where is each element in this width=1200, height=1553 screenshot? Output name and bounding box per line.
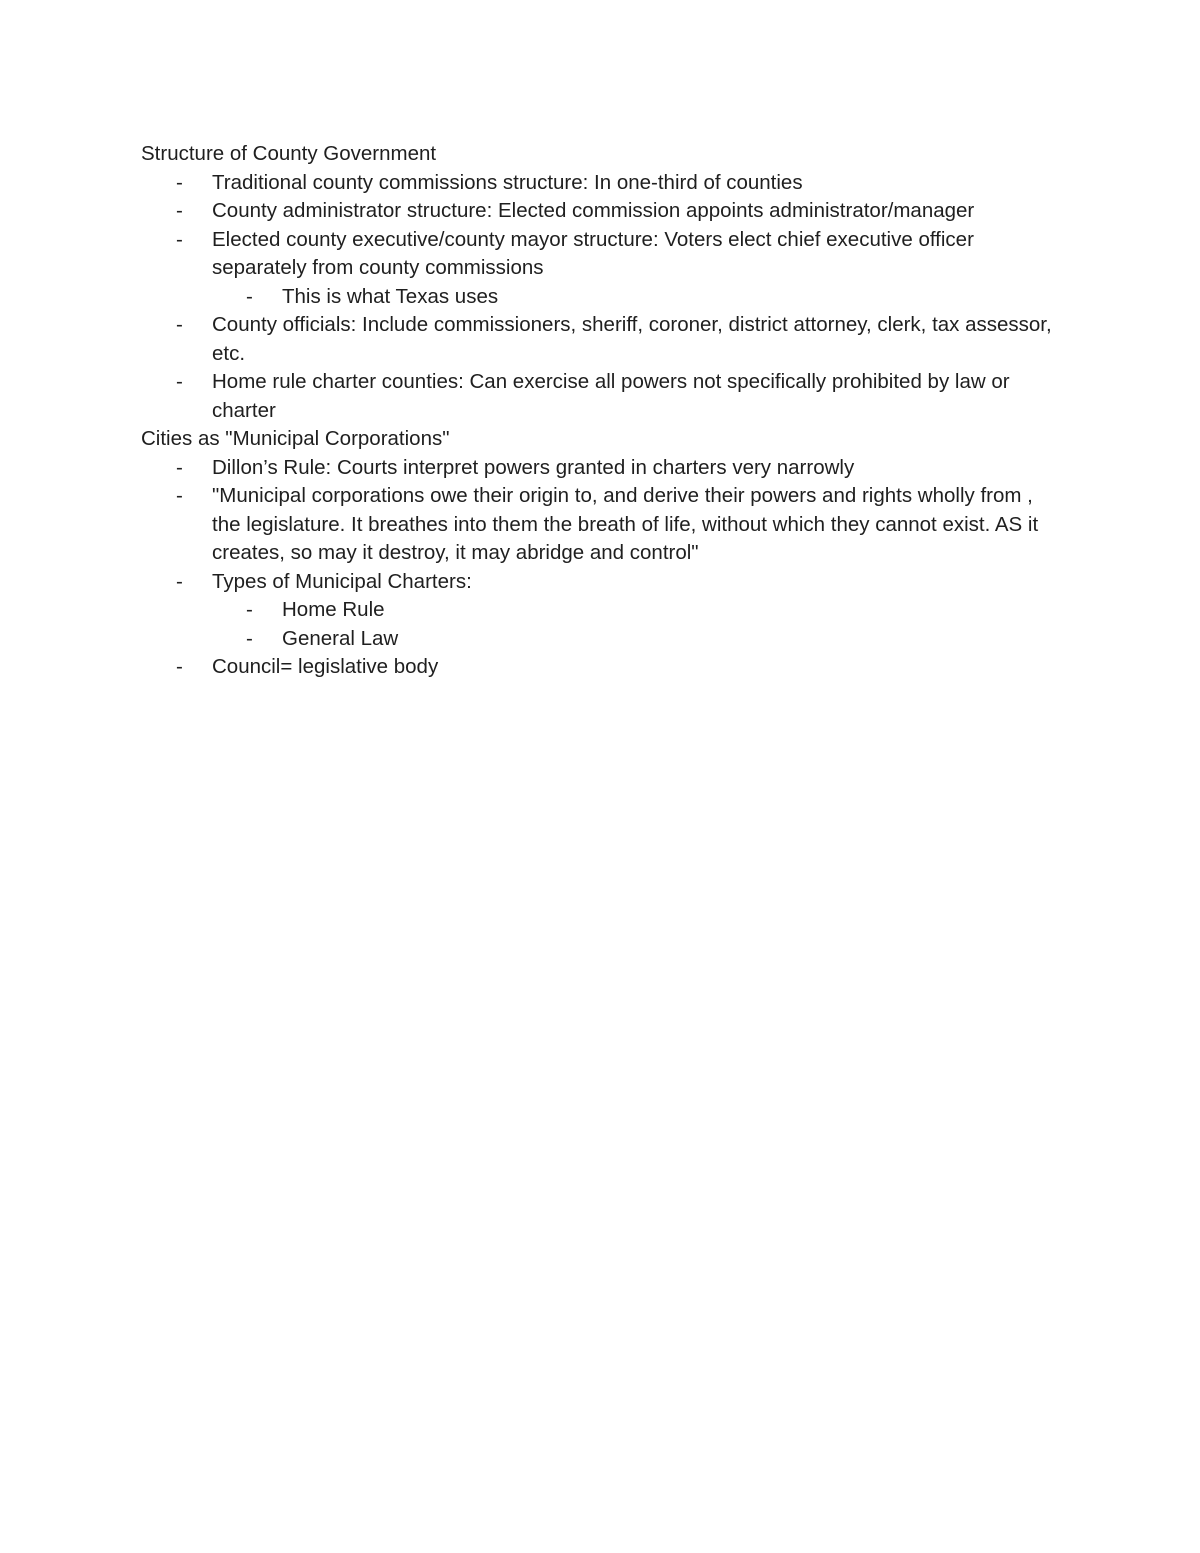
list-item-text: General Law — [282, 626, 399, 650]
list-item-text: Traditional county commissions structure: In one-third of counties — [212, 170, 803, 194]
bullet-dash: - — [176, 455, 183, 479]
list-item-text: County officials: Include commissioners, sheriff, coroner, district attorney, clerk, tax assessor, etc. — [212, 313, 1052, 365]
bullet-dash: - — [176, 199, 183, 222]
bullet-dash: - — [246, 284, 253, 308]
list-item — [141, 197, 1061, 226]
bullet-dash: - — [176, 569, 183, 593]
nested-list-item — [141, 596, 1061, 625]
section-municipal-corporations — [141, 425, 1061, 682]
section-heading: Cities as "Municipal Corporations" — [141, 427, 450, 450]
nested-list-item — [141, 283, 1061, 312]
list-item-text: "Municipal corporations owe their origin to, and derive their powers and rights wholly from , the legislature. It breathes into them the breath of life, without which they cannot exist. AS it creates, so may it destroy, it may abridge and control" — [212, 484, 1039, 564]
list-item-text: Dillon’s Rule: Courts interpret powers granted in charters very narrowly — [212, 455, 855, 479]
bullet-dash: - — [246, 626, 253, 650]
bullet-dash: - — [176, 227, 183, 251]
list-item — [141, 226, 1061, 283]
nested-bullet-list — [141, 596, 1061, 653]
bullet-dash: - — [176, 484, 183, 507]
list-item — [141, 482, 1061, 568]
list-item — [141, 568, 1061, 597]
list-item — [141, 454, 1061, 483]
list-item — [141, 368, 1061, 425]
list-item-text: Types of Municipal Charters: — [212, 569, 472, 593]
bullet-dash: - — [176, 313, 183, 336]
list-item — [141, 311, 1061, 368]
bullet-dash: - — [246, 598, 253, 621]
bullet-dash: - — [176, 655, 183, 678]
section-county-government — [141, 140, 1061, 425]
list-item — [141, 653, 1061, 682]
list-item-text: Council= legislative body — [212, 655, 439, 678]
list-item-text: Elected county executive/county mayor structure: Voters elect chief executive officer separately from county commissions — [212, 227, 974, 279]
bullet-dash: - — [176, 370, 183, 393]
nested-list-item — [141, 625, 1061, 654]
section-heading: Structure of County Government — [141, 142, 437, 165]
nested-bullet-list — [141, 283, 1061, 312]
bullet-list — [141, 454, 1061, 597]
list-item — [141, 169, 1061, 198]
list-item-text: Home Rule — [282, 598, 385, 621]
list-item-text: This is what Texas uses — [282, 284, 499, 308]
list-item-text: County administrator structure: Elected commission appoints administrator/manager — [212, 199, 975, 222]
bullet-dash: - — [176, 170, 183, 194]
list-item-text: Home rule charter counties: Can exercise all powers not specifically prohibited by law or charter — [212, 370, 1010, 422]
notes-content — [141, 140, 1061, 682]
bullet-list — [141, 169, 1061, 283]
bullet-list — [141, 311, 1061, 425]
bullet-list — [141, 653, 1061, 682]
